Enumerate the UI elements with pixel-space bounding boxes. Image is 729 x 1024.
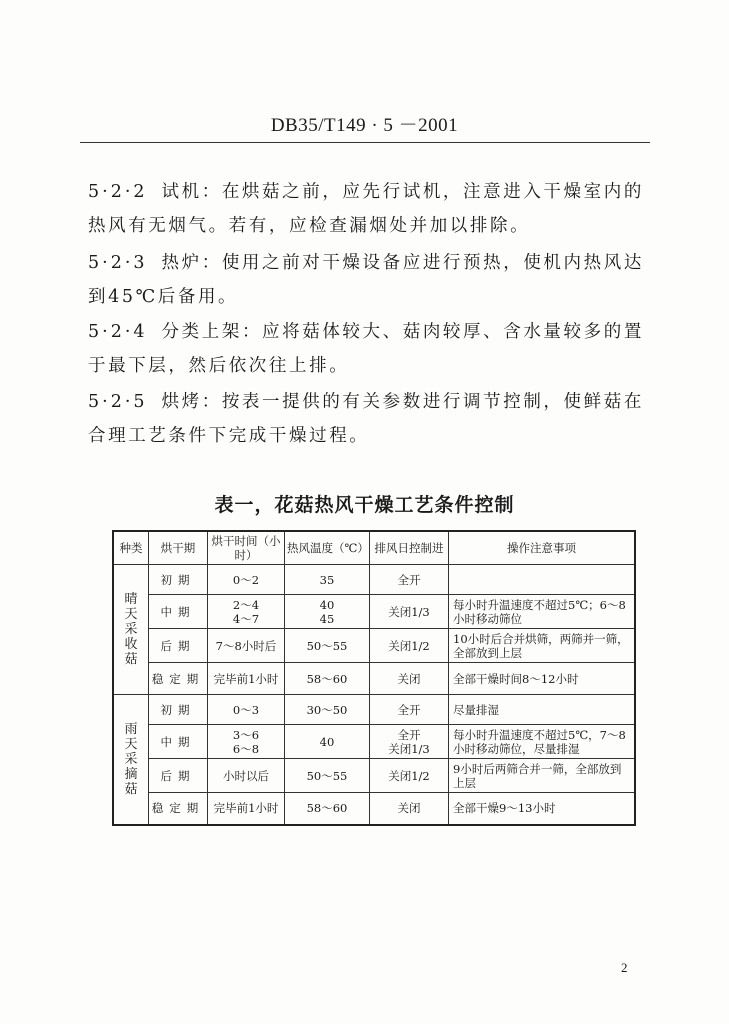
section-number: 5·2·3 <box>88 253 148 273</box>
temperature-cell: 50～55 <box>285 759 370 793</box>
vent-cell: 全开 关闭1/3 <box>370 725 449 759</box>
period-cell: 后期 <box>149 629 208 663</box>
category-cell: 晴 天 采 收 菇 <box>113 565 149 695</box>
header-rule <box>80 142 650 143</box>
period-cell: 中期 <box>149 595 208 629</box>
header-notes: 操作注意事项 <box>449 531 636 565</box>
notes-cell: 9小时后两筛合并一筛，全部放到上层 <box>449 759 636 793</box>
section-text: ：使用之前对干燥设备应进行预热，使机内热风达到45℃后备用。 <box>88 253 644 307</box>
time-cell: 7～8小时后 <box>208 629 285 663</box>
time-cell: 0～3 <box>208 695 285 725</box>
notes-cell <box>449 565 636 595</box>
time-cell: 0～2 <box>208 565 285 595</box>
notes-cell: 尽量排湿 <box>449 695 636 725</box>
table-row <box>113 695 635 725</box>
table-row <box>113 629 635 663</box>
section-text: ：在烘菇之前，应先行试机，注意进入干燥室内的热风有无烟气。若有，应检查漏烟处并加以排除。 <box>88 182 644 236</box>
table-row <box>113 759 635 793</box>
vent-cell: 关闭1/3 <box>370 595 449 629</box>
page-number: 2 <box>621 960 628 975</box>
period-cell: 中期 <box>149 725 208 759</box>
temperature-cell: 40 45 <box>285 595 370 629</box>
table-row <box>113 725 635 759</box>
time-cell: 3～6 6～8 <box>208 725 285 759</box>
table-body <box>113 565 635 825</box>
section-title: 热炉 <box>161 253 202 273</box>
table-row <box>113 565 635 595</box>
temperature-cell: 58～60 <box>285 793 370 825</box>
period-cell: 稳定期 <box>149 663 208 695</box>
section-number: 5·2·5 <box>88 392 148 412</box>
period-cell: 稳定期 <box>149 793 208 825</box>
section-title: 分类上架 <box>161 322 242 342</box>
notes-cell: 10小时后合并烘筛，两筛并一筛，全部放到上层 <box>449 629 636 663</box>
table-caption: 表一，花菇热风干燥工艺条件控制 <box>214 494 515 516</box>
category-cell: 雨 天 采 摘 菇 <box>113 695 149 825</box>
section-text: ：应将菇体较大、菇肉较厚、含水量较多的置于最下层，然后依次往上排。 <box>88 322 644 376</box>
vent-cell: 关闭1/2 <box>370 629 449 663</box>
vent-cell: 关闭 <box>370 663 449 695</box>
section-number: 5·2·4 <box>88 322 148 342</box>
paragraph-5-2-5 <box>88 385 663 453</box>
period-cell: 初期 <box>149 565 208 595</box>
notes-cell: 全部干燥时间8～12小时 <box>449 663 636 695</box>
notes-cell: 每小时升温速度不超过5℃，7～8小时移动筛位，尽量排湿 <box>449 725 636 759</box>
header-time: 烘干时间（小时） <box>208 531 285 565</box>
time-cell: 2～4 4～7 <box>208 595 285 629</box>
vent-cell: 全开 <box>370 565 449 595</box>
time-cell: 完毕前1小时 <box>208 663 285 695</box>
vent-cell: 关闭 <box>370 793 449 825</box>
header-category: 种类 <box>113 531 149 565</box>
section-text: ：按表一提供的有关参数进行调节控制，使鲜菇在合理工艺条件下完成干燥过程。 <box>88 392 644 446</box>
time-cell: 小时以后 <box>208 759 285 793</box>
notes-cell: 每小时升温速度不超过5℃；6～8小时移动筛位 <box>449 595 636 629</box>
time-cell: 完毕前1小时 <box>208 793 285 825</box>
temperature-cell: 40 <box>285 725 370 759</box>
temperature-cell: 35 <box>285 565 370 595</box>
temperature-cell: 58～60 <box>285 663 370 695</box>
table-row <box>113 595 635 629</box>
header-vent: 排风日控制进 <box>370 531 449 565</box>
document-code-header: DB35/T149 · 5 －2001 <box>270 115 459 136</box>
table-header-row <box>113 531 635 565</box>
paragraph-5-2-2 <box>88 175 663 243</box>
table-row <box>113 793 635 825</box>
paragraph-5-2-4 <box>88 315 663 383</box>
header-period: 烘干期 <box>149 531 208 565</box>
vent-cell: 全开 <box>370 695 449 725</box>
section-title: 烘烤 <box>161 392 202 412</box>
vent-cell: 关闭1/2 <box>370 759 449 793</box>
notes-cell: 全部干燥9～13小时 <box>449 793 636 825</box>
table-row <box>113 663 635 695</box>
header-temperature: 热风温度（℃） <box>285 531 370 565</box>
paragraph-5-2-3 <box>88 246 663 314</box>
period-cell: 初期 <box>149 695 208 725</box>
temperature-cell: 50～55 <box>285 629 370 663</box>
section-number: 5·2·2 <box>88 182 148 202</box>
section-title: 试机 <box>161 182 202 202</box>
temperature-cell: 30～50 <box>285 695 370 725</box>
period-cell: 后期 <box>149 759 208 793</box>
drying-conditions-table <box>112 530 636 826</box>
